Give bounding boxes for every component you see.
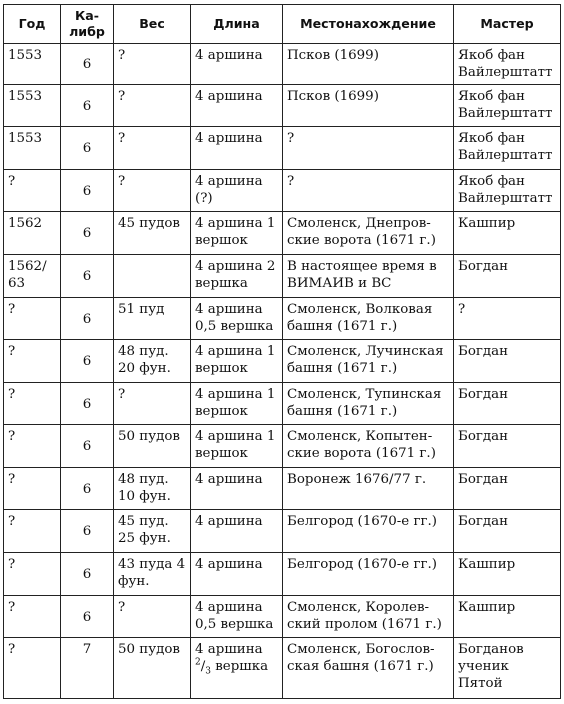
cell-weight: 45 пуд. 25 фун. [114, 510, 191, 553]
cell-caliber: 6 [61, 425, 114, 468]
cell-location: Смоленск, Тупинская башня (1671 г.) [283, 383, 454, 425]
table-row [4, 44, 561, 85]
cell-length: 4 аршина [191, 85, 283, 127]
cell-length: 4 аршина 1 вершок [191, 425, 283, 468]
cell-caliber: 6 [61, 212, 114, 255]
table-row [4, 553, 561, 596]
cell-caliber: 6 [61, 44, 114, 85]
cell-caliber: 7 [61, 638, 114, 699]
cell-caliber: 6 [61, 510, 114, 553]
cell-weight: ? [114, 170, 191, 212]
cell-length: 4 аршина [191, 468, 283, 510]
cell-weight: 51 пуд [114, 298, 191, 340]
cell-master: Богдан [454, 255, 561, 298]
cell-caliber: 6 [61, 127, 114, 170]
cell-length [191, 638, 283, 699]
cell-location: В настоящее время в ВИМАИВ и ВС [283, 255, 454, 298]
cell-year: 1562 [4, 212, 61, 255]
table-row [4, 170, 561, 212]
cell-length: 4 аршина 1 вершок [191, 340, 283, 383]
length-fraction: $^2/_3$ [195, 657, 211, 677]
cell-master: Кашпир [454, 212, 561, 255]
cell-weight: 45 пудов [114, 212, 191, 255]
cell-year: ? [4, 468, 61, 510]
cell-master: Якоб фан Вайлерштатт [454, 170, 561, 212]
table-row [4, 638, 561, 699]
cell-location: Смоленск, Волковая башня (1671 г.) [283, 298, 454, 340]
cell-weight: ? [114, 127, 191, 170]
cell-length: 4 аршина 1 вершок [191, 212, 283, 255]
cell-year: 1553 [4, 85, 61, 127]
cell-master: Богдан [454, 340, 561, 383]
cell-year: ? [4, 383, 61, 425]
cell-year: ? [4, 298, 61, 340]
header-row [4, 5, 561, 44]
cell-caliber: 6 [61, 340, 114, 383]
cell-location: Псков (1699) [283, 44, 454, 85]
cell-caliber: 6 [61, 170, 114, 212]
cell-caliber: 6 [61, 255, 114, 298]
cell-weight: ? [114, 596, 191, 638]
cell-weight: ? [114, 85, 191, 127]
table-row [4, 596, 561, 638]
cell-weight [114, 255, 191, 298]
cell-year: ? [4, 638, 61, 699]
table-row [4, 255, 561, 298]
table-row [4, 212, 561, 255]
cell-year: ? [4, 340, 61, 383]
cell-weight: 48 пуд. 20 фун. [114, 340, 191, 383]
header-location: Местонахождение [283, 5, 454, 44]
cell-weight: 50 пудов [114, 425, 191, 468]
cell-master: Богдан [454, 468, 561, 510]
table-row [4, 298, 561, 340]
cell-master: Богданов ученик Пятой [454, 638, 561, 699]
cell-master: Богдан [454, 425, 561, 468]
table-row [4, 85, 561, 127]
table-row [4, 127, 561, 170]
cell-master: ? [454, 298, 561, 340]
table-row [4, 510, 561, 553]
cell-location: Белгород (1670-е гг.) [283, 510, 454, 553]
cell-length: 4 аршина [191, 510, 283, 553]
cell-weight: 50 пудов [114, 638, 191, 699]
cell-length: 4 аршина [191, 44, 283, 85]
artillery-table [3, 4, 561, 699]
cell-year: ? [4, 596, 61, 638]
fraction-numerator: 2 [195, 657, 201, 668]
cell-location: Смоленск, Лучинская башня (1671 г.) [283, 340, 454, 383]
table-row [4, 468, 561, 510]
cell-length: 4 аршина 2 вершка [191, 255, 283, 298]
cell-weight: ? [114, 383, 191, 425]
cell-location: Смоленск, Королев-ский пролом (1671 г.) [283, 596, 454, 638]
cell-caliber: 6 [61, 596, 114, 638]
cell-master: Кашпир [454, 553, 561, 596]
cell-location: Псков (1699) [283, 85, 454, 127]
cell-caliber: 6 [61, 298, 114, 340]
cell-year: 1562/ 63 [4, 255, 61, 298]
cell-length: 4 аршина [191, 127, 283, 170]
cell-master: Якоб фан Вайлерштатт [454, 85, 561, 127]
header-caliber: Ка- либр [61, 5, 114, 44]
cell-caliber: 6 [61, 383, 114, 425]
header-master: Мастер [454, 5, 561, 44]
cell-year: 1553 [4, 127, 61, 170]
length-value: 4 аршина [195, 642, 263, 657]
cell-year: ? [4, 425, 61, 468]
cell-location: Смоленск, Копытен-ские ворота (1671 г.) [283, 425, 454, 468]
cell-length: 4 аршина [191, 553, 283, 596]
length-tail: вершка [210, 659, 269, 674]
cell-location: Смоленск, Днепров-ские ворота (1671 г.) [283, 212, 454, 255]
cell-year: ? [4, 553, 61, 596]
cell-location: ? [283, 127, 454, 170]
header-length: Длина [191, 5, 283, 44]
table-row [4, 425, 561, 468]
cell-weight: 48 пуд. 10 фун. [114, 468, 191, 510]
cell-length: 4 аршина 0,5 вершка [191, 596, 283, 638]
table-body [4, 44, 561, 699]
cell-caliber: 6 [61, 85, 114, 127]
cell-year: ? [4, 510, 61, 553]
table-row [4, 383, 561, 425]
cell-weight: 43 пуда 4 фун. [114, 553, 191, 596]
cell-length: 4 аршина 1 вершок [191, 383, 283, 425]
cell-year: ? [4, 170, 61, 212]
cell-master: Якоб фан Вайлерштатт [454, 44, 561, 85]
cell-location: Воронеж 1676/77 г. [283, 468, 454, 510]
cell-length: 4 аршина (?) [191, 170, 283, 212]
cell-master: Богдан [454, 510, 561, 553]
header-year: Год [4, 5, 61, 44]
cell-weight: ? [114, 44, 191, 85]
cell-caliber: 6 [61, 553, 114, 596]
cell-master: Богдан [454, 383, 561, 425]
table-row [4, 340, 561, 383]
cell-location: Смоленск, Богослов-ская башня (1671 г.) [283, 638, 454, 699]
cell-caliber: 6 [61, 468, 114, 510]
cell-length: 4 аршина 0,5 вершка [191, 298, 283, 340]
header-weight: Вес [114, 5, 191, 44]
cell-master: Кашпир [454, 596, 561, 638]
cell-location: ? [283, 170, 454, 212]
cell-master: Якоб фан Вайлерштатт [454, 127, 561, 170]
fraction-denominator: 3 [205, 666, 211, 677]
cell-year: 1553 [4, 44, 61, 85]
cell-location: Белгород (1670-е гг.) [283, 553, 454, 596]
